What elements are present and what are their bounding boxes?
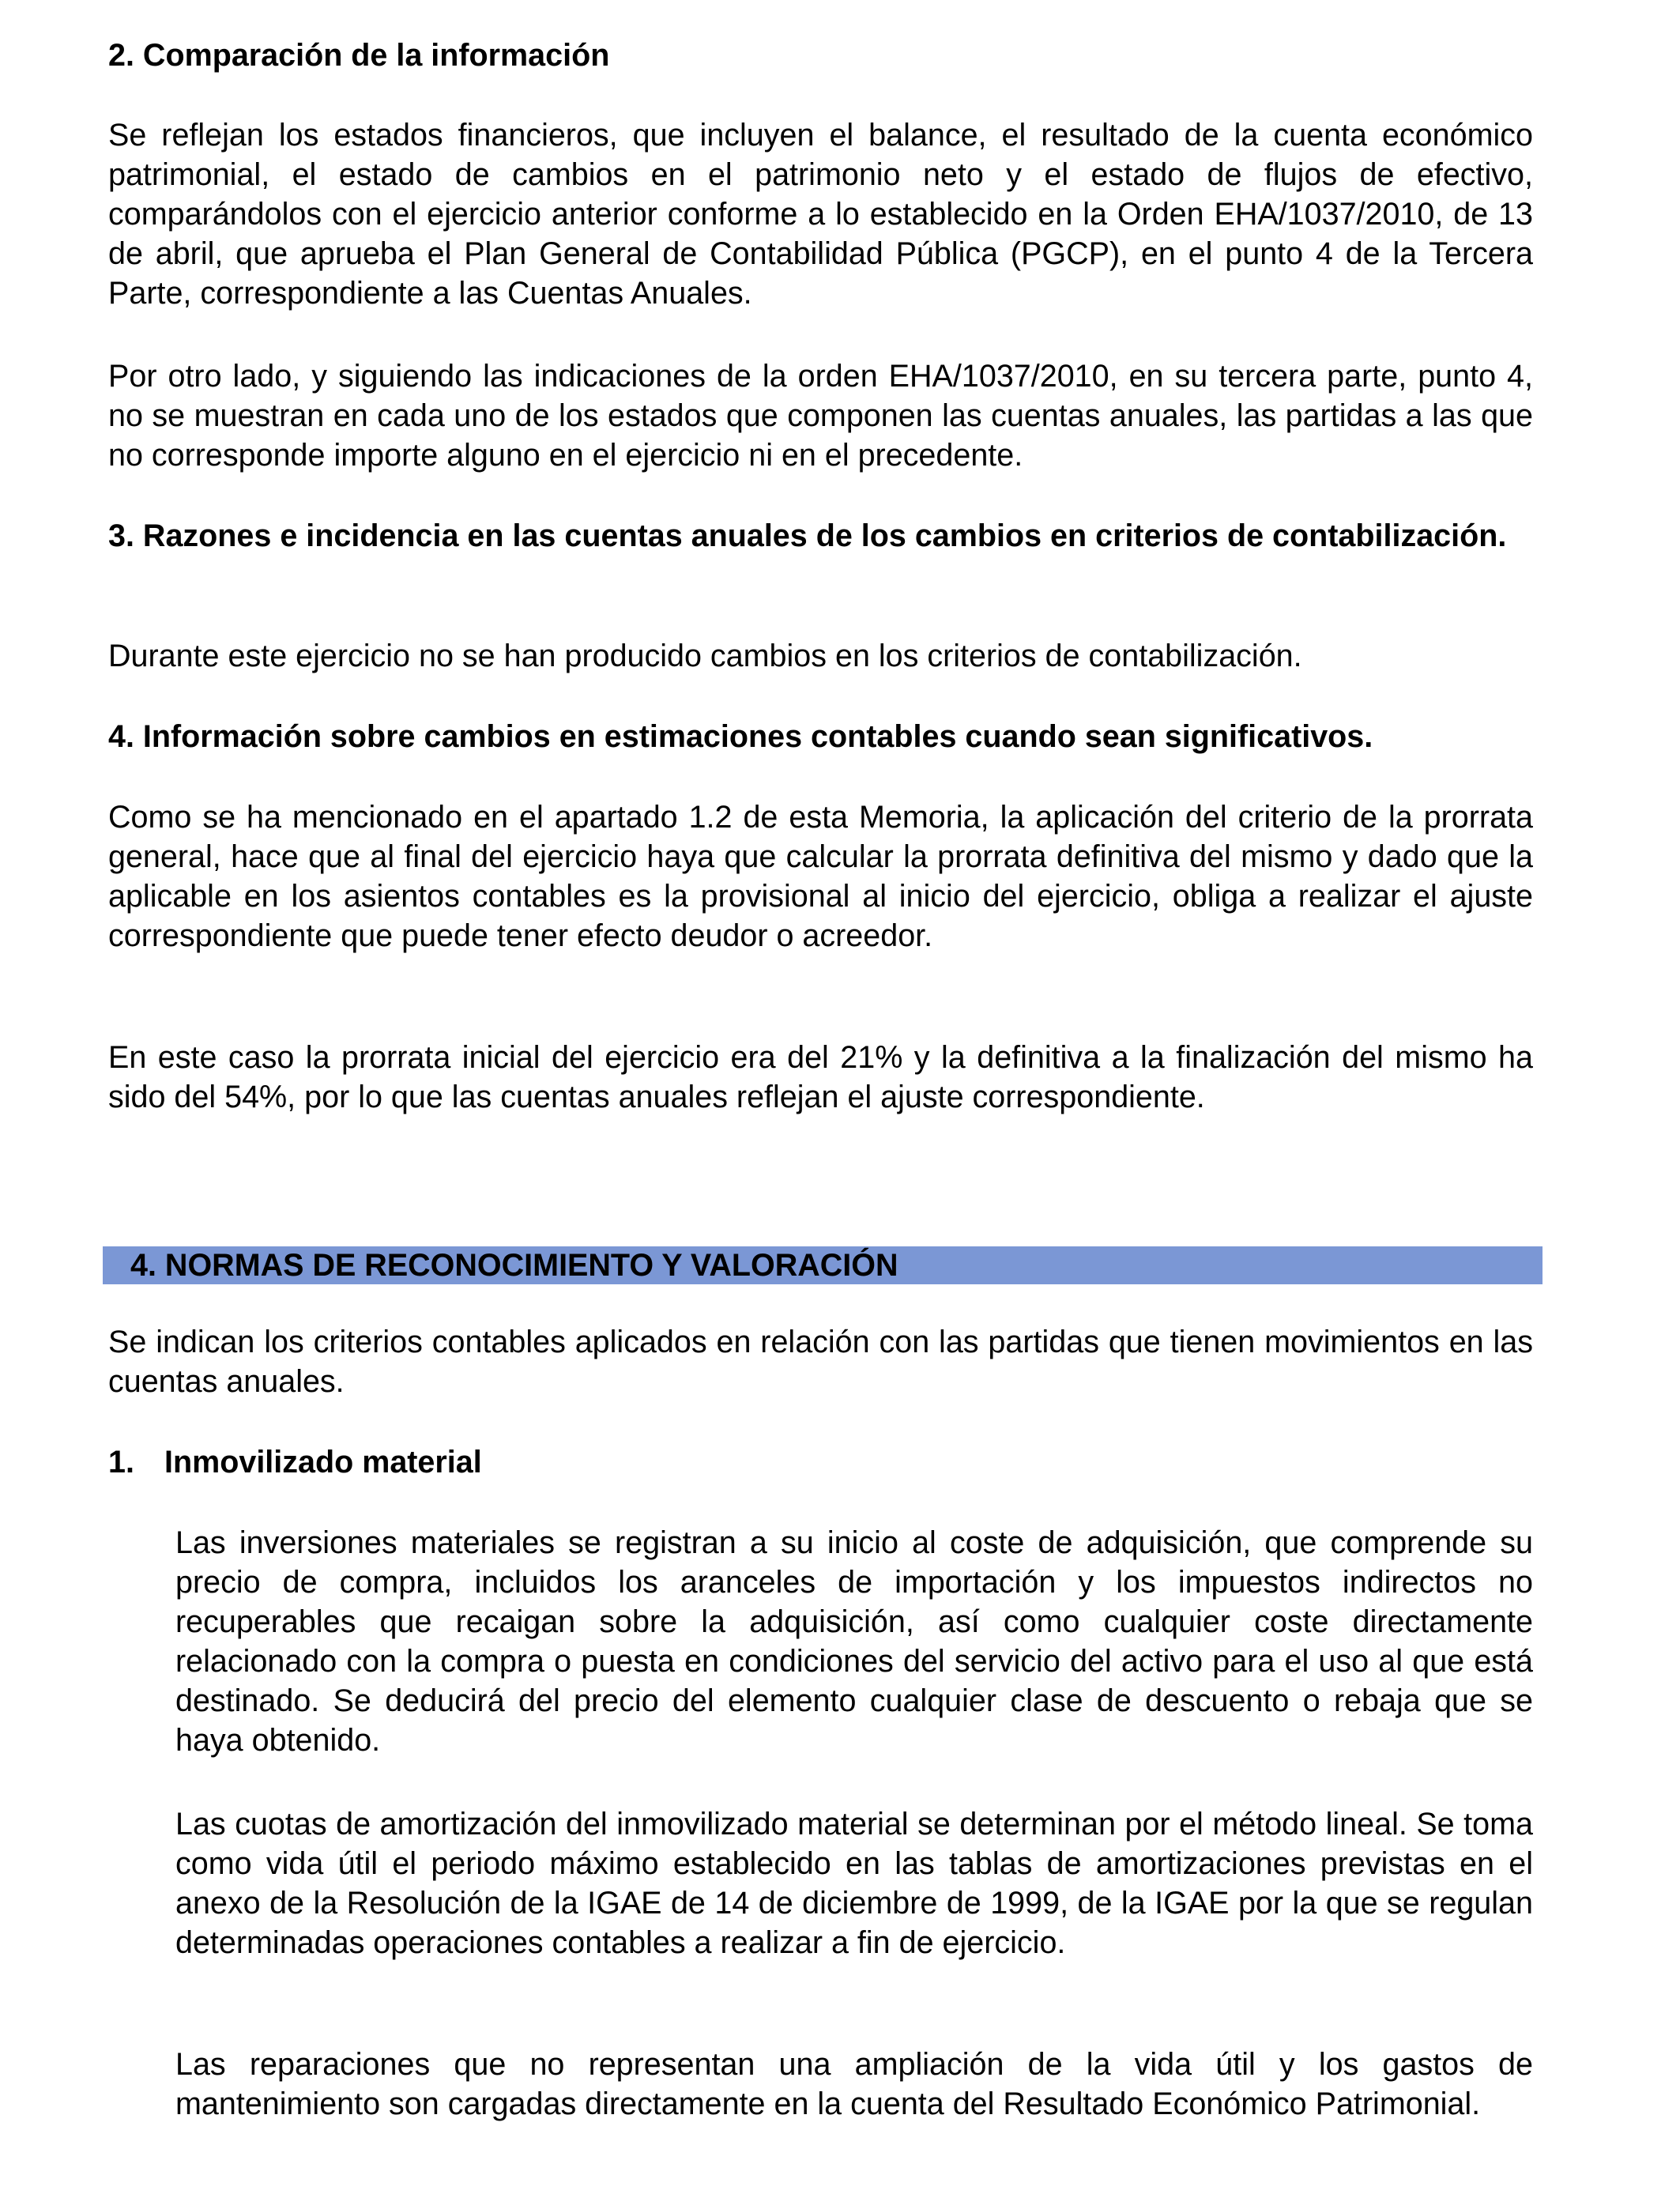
section-2-paragraph-1: Se reflejan los estados financieros, que incluyen el balance, el resultado de la cuenta económico patrimonial, el estado de cambios en el patrimonio neto y el estado de flujos de efectivo, comparándolos con el ejercicio anterior conforme a lo establecido en la Orden EHA/1037/2010, de 13 de abril, que aprueba el Plan General de Contabilidad Pública (PGCP), en el punto 4 de la Tercera Parte, correspondiente a las Cuentas Anuales. xyxy=(108,118,1533,311)
subsection-1-number: 1. xyxy=(108,1445,134,1480)
subsection-1-title: Inmovilizado material xyxy=(164,1445,482,1480)
section-3-heading: 3. Razones e incidencia en las cuentas anuales de los cambios en criterios de contabilización. xyxy=(108,518,1507,553)
chapter-4-title: 4. NORMAS DE RECONOCIMIENTO Y VALORACIÓN xyxy=(130,1248,898,1283)
chapter-4-intro: Se indican los criterios contables aplicados en relación con las partidas que tienen movimientos en las cuentas anuales. xyxy=(108,1325,1533,1399)
subsection-1-heading xyxy=(108,1442,482,1482)
section-4-heading: 4. Información sobre cambios en estimaciones contables cuando sean significativos. xyxy=(108,719,1373,754)
subsection-1-paragraph-2: Las cuotas de amortización del inmovilizado material se determinan por el método lineal. Se toma como vida útil el periodo máximo establecido en las tablas de amortizaciones previstas en el anexo de la Resolución de la IGAE de 14 de diciembre de 1999, de la IGAE por la que se regulan determinadas operaciones contables a realizar a fin de ejercicio. xyxy=(175,1807,1533,1960)
section-2-heading: 2. Comparación de la información xyxy=(108,38,610,73)
section-3-paragraph-1: Durante este ejercicio no se han producido cambios en los criterios de contabilización. xyxy=(108,639,1302,673)
subsection-1-paragraph-1: Las inversiones materiales se registran a su inicio al coste de adquisición, que comprende su precio de compra, incluidos los aranceles de importación y los impuestos indirectos no recuperables que recaigan sobre la adquisición, así como cualquier coste directamente relacionado con la compra o puesta en condiciones del servicio del activo para el uso al que está destinado. Se deducirá del precio del elemento cualquier clase de descuento o rebaja que se haya obtenido. xyxy=(175,1525,1533,1758)
chapter-4-title-bar xyxy=(103,1246,1543,1284)
section-4-paragraph-1: Como se ha mencionado en el apartado 1.2 de esta Memoria, la aplicación del criterio de la prorrata general, hace que al final del ejercicio haya que calcular la prorrata definitiva del mismo y dado que la aplicable en los asientos contables es la provisional al inicio del ejercicio, obliga a realizar el ajuste correspondiente que puede tener efecto deudor o acreedor. xyxy=(108,800,1533,953)
section-2-paragraph-2: Por otro lado, y siguiendo las indicaciones de la orden EHA/1037/2010, en su tercera parte, punto 4, no se muestran en cada uno de los estados que componen las cuentas anuales, las partidas a las que no corresponde importe alguno en el ejercicio ni en el precedente. xyxy=(108,359,1533,473)
subsection-1-paragraph-3: Las reparaciones que no representan una ampliación de la vida útil y los gastos de mantenimiento son cargadas directamente en la cuenta del Resultado Económico Patrimonial. xyxy=(175,2047,1533,2121)
section-4-paragraph-2: En este caso la prorrata inicial del ejercicio era del 21% y la definitiva a la finalización del mismo ha sido del 54%, por lo que las cuentas anuales reflejan el ajuste correspondiente. xyxy=(108,1040,1533,1114)
